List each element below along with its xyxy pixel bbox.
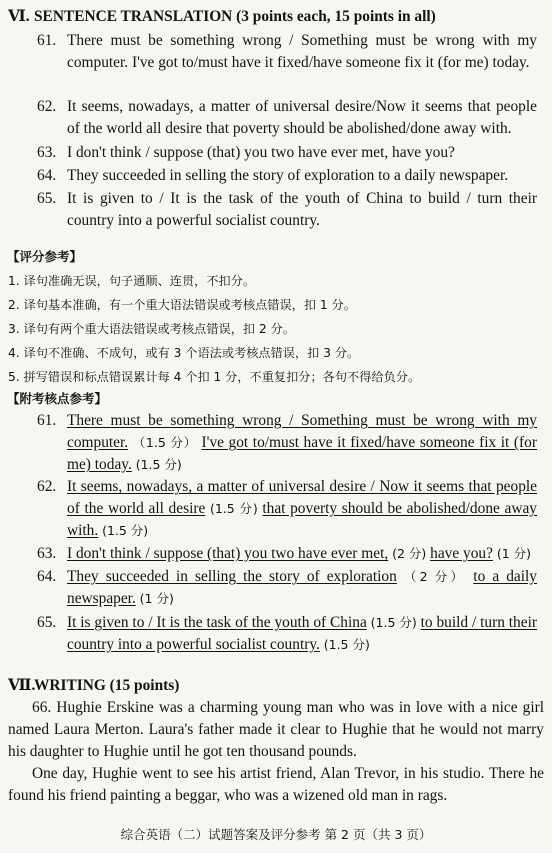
keypoint-a: They succeeded in selling the story of exploration <box>67 568 397 585</box>
item-text: They succeeded in selling the story of exploration to a daily newspaper. <box>67 167 509 184</box>
grading-rule: 3. 译句有两个重大语法错误或考核点错误，扣 2 分。 <box>8 322 295 336</box>
grading-rule: 1. 译句准确无误，句子通顺、连贯，不扣分。 <box>8 274 256 288</box>
item-number: 64. <box>37 568 57 585</box>
page-footer: 综合英语（二）试题答案及评分参考 第 2 页（共 3 页） <box>120 827 432 842</box>
score-b: (1 分) <box>139 591 174 606</box>
keypoint-item <box>37 543 537 565</box>
section-7-numeral: Ⅶ. <box>8 677 36 694</box>
keypoint-item <box>37 612 537 656</box>
section-7-heading <box>8 675 179 697</box>
score-b: (1.5 分) <box>102 523 149 538</box>
keypoint-item <box>37 410 537 476</box>
score-b: (1.5 分) <box>323 637 370 652</box>
keypoint-item <box>37 566 537 610</box>
translation-item <box>37 30 537 74</box>
item-number: 64. <box>37 167 57 184</box>
item-number: 62. <box>37 478 57 495</box>
keypoint-a: It is given to / It is the task of the youth of China <box>67 614 367 631</box>
translation-item <box>37 165 537 187</box>
translation-item <box>37 96 537 140</box>
keypoint-b: I've got to/must have it fixed/have someone fix it (for me) today. <box>67 434 537 473</box>
keypoint-a: There must be something wrong / Something must be wrong with my computer. <box>67 412 537 451</box>
keypoint-b: to build / turn their country into a powerful socialist country. <box>67 614 537 653</box>
grading-rule: 2. 译句基本准确，有一个重大语法错误或考核点错误，扣 1 分。 <box>8 298 356 312</box>
item-number: 63. <box>37 545 57 562</box>
score-a: (1.5 分) <box>209 501 258 516</box>
score-a: （1.5 分） <box>132 435 197 450</box>
grading-rule: 4. 译句不准确、不成句，或有 3 个语法或考核点错误，扣 3 分。 <box>8 346 360 360</box>
writing-paragraph: 66. Hughie Erskine was a charming young man who was in love with a nice girl named Laura Merton. Laura's father made it clear to Hughie that he would not marry his daughter to Hughie until he got ten thousand pounds. <box>8 699 544 760</box>
translation-item <box>37 188 537 232</box>
keypoint-b: have you? <box>430 545 493 562</box>
section-6-numeral: Ⅵ. <box>8 8 30 25</box>
item-text: It is given to / It is the task of the youth of China to build / turn their country into a powerful socialist country. <box>67 190 537 229</box>
score-b: (1 分) <box>496 546 531 561</box>
score-a: (1.5 分) <box>370 615 417 630</box>
item-text: I don't think / suppose (that) you two have ever met, have you? <box>67 144 455 161</box>
item-number: 62. <box>37 98 57 115</box>
writing-paragraph: One day, Hughie went to see his artist friend, Alan Trevor, in his studio. There he found his friend painting a beggar, who was a wizened old man in rags. <box>8 765 544 804</box>
keypoint-item <box>37 476 537 542</box>
score-a: （2 分） <box>403 569 467 584</box>
section-7-title: WRITING (15 points) <box>34 677 180 694</box>
item-number: 63. <box>37 144 57 161</box>
keypoint-a: It seems, nowadays, a matter of universal desire / Now it seems that people of the world all desire <box>67 478 537 517</box>
grading-rule: 5. 拼写错误和标点错误累计每 4 个扣 1 分，不重复扣分；各句不得给负分。 <box>8 370 421 384</box>
item-text: There must be something wrong / Something must be wrong with my computer. I've got to/must have it fixed/have someone fix it (for me) today. <box>67 32 537 71</box>
keypoint-b: that poverty should be abolished/done away with. <box>67 500 537 539</box>
score-a: (2 分) <box>392 546 427 561</box>
score-b: (1.5 分) <box>135 457 182 472</box>
keypoints-heading: 【附考核点参考】 <box>7 391 108 406</box>
item-number: 61. <box>37 412 57 429</box>
keypoint-b: to a daily newspaper. <box>67 568 538 607</box>
item-number: 65. <box>37 614 57 631</box>
keypoint-a: I don't think / suppose (that) you two have ever met, <box>67 545 389 562</box>
grading-heading: 【评分参考】 <box>7 249 83 264</box>
section-6-title: SENTENCE TRANSLATION (3 points each, 15 points in all) <box>34 8 436 25</box>
translation-item <box>37 142 537 164</box>
item-text: It seems, nowadays, a matter of universal desire/Now it seems that people of the world all desire that poverty should be abolished/done away with. <box>67 98 537 137</box>
item-number: 65. <box>37 190 57 207</box>
item-number: 61. <box>37 32 57 49</box>
section-6-heading <box>8 6 436 28</box>
